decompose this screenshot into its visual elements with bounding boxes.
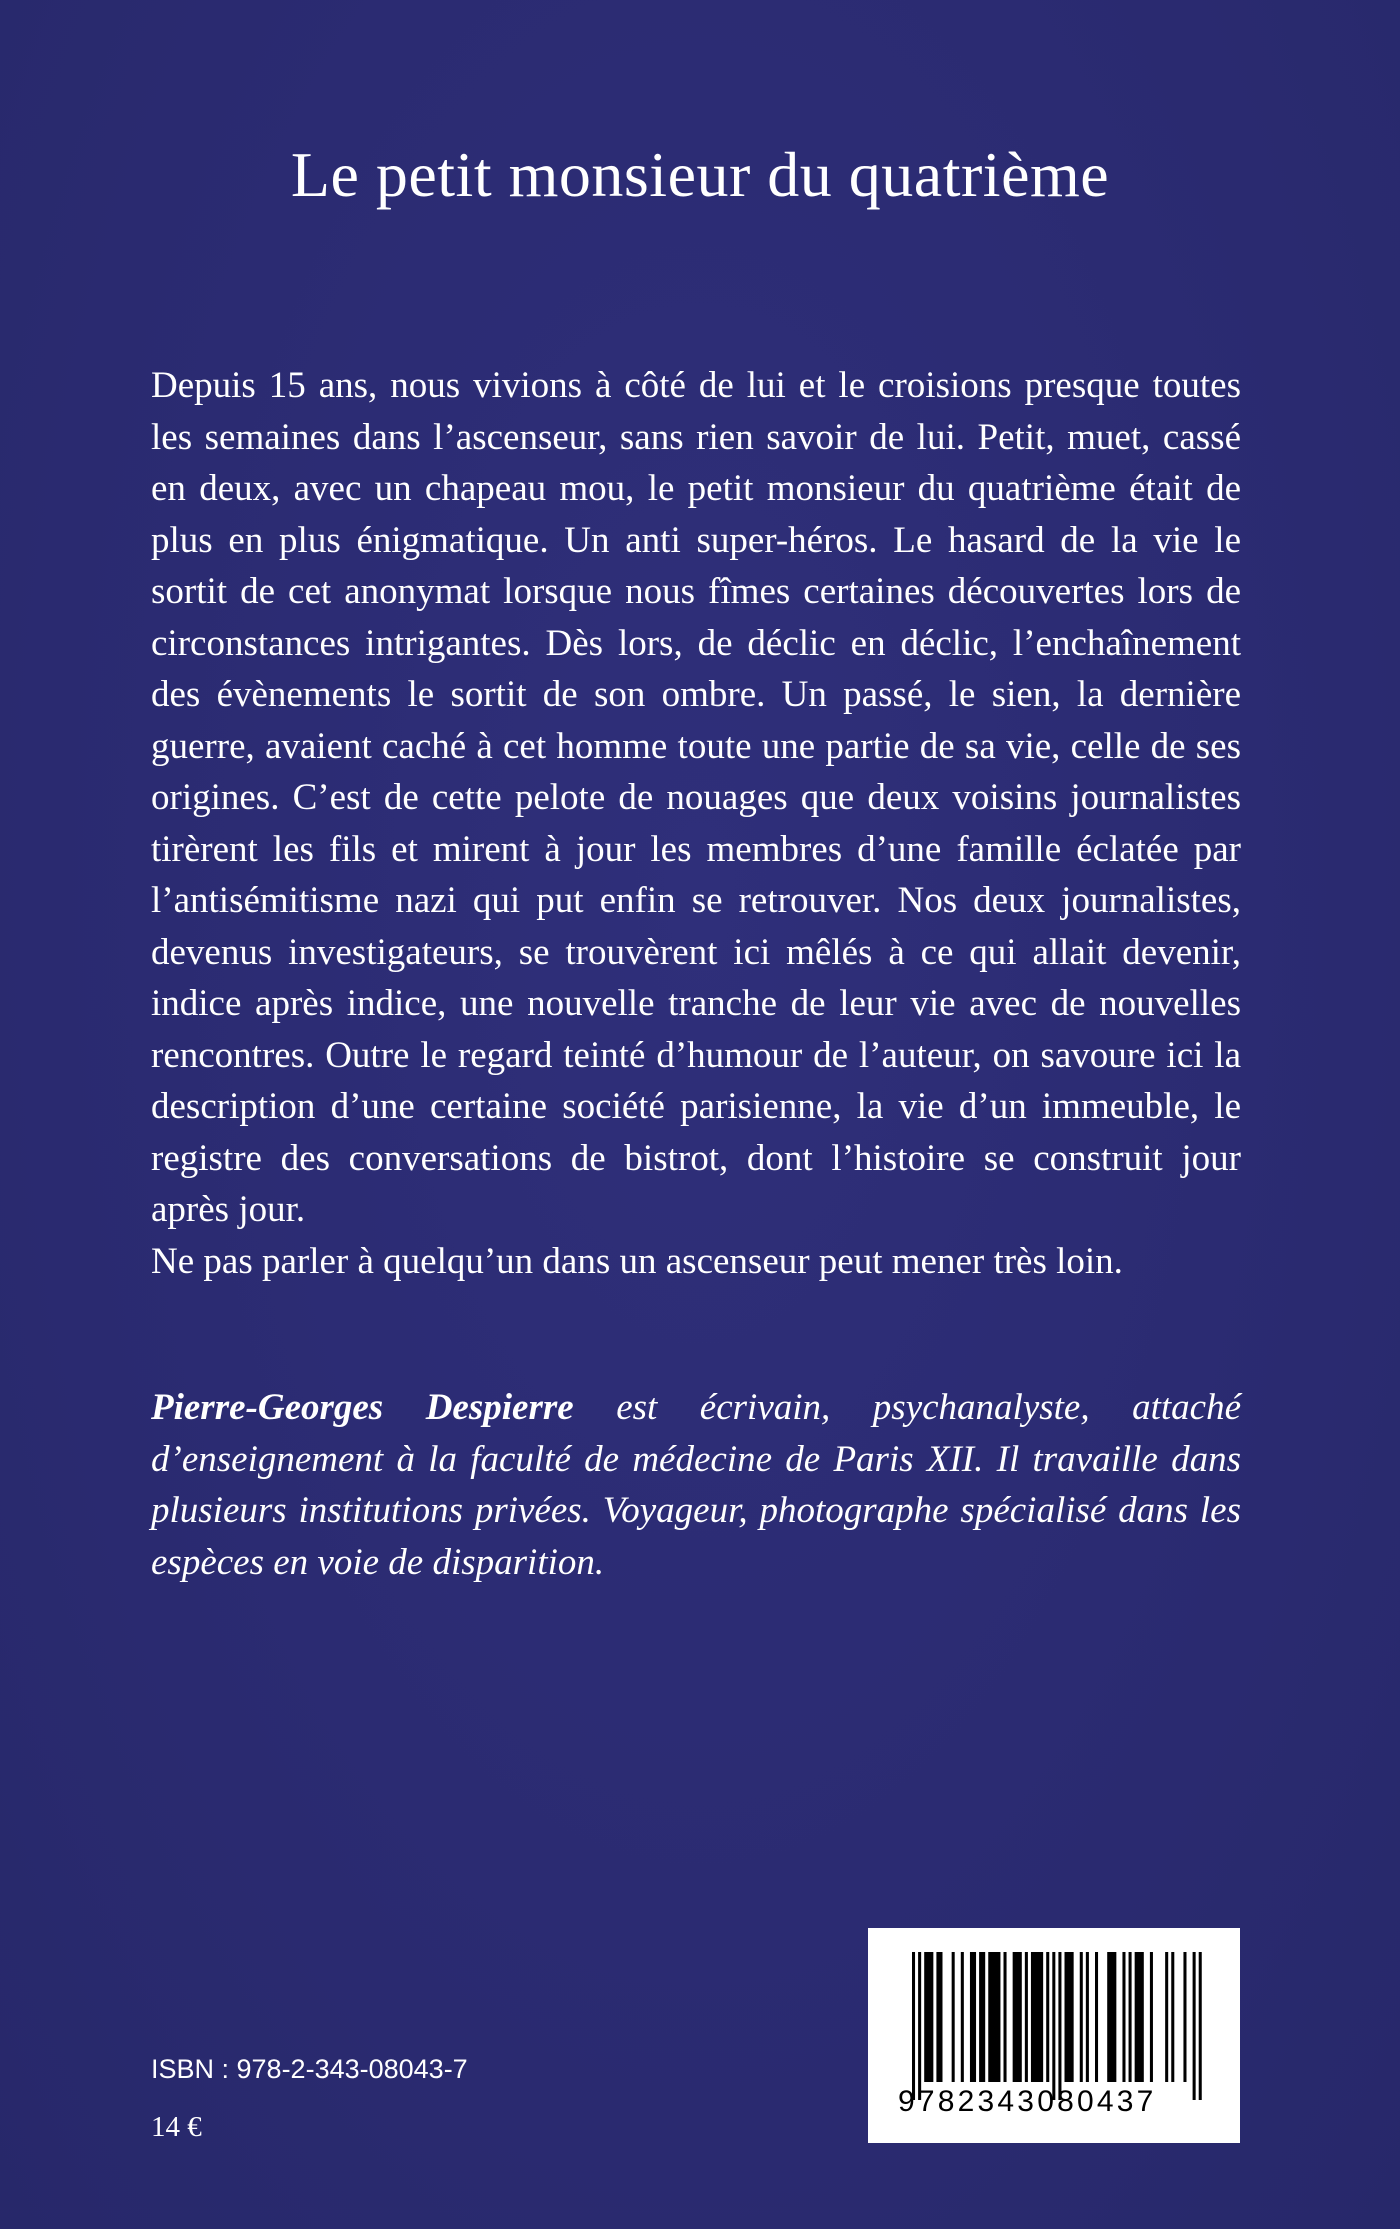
barcode-bar [952,1952,955,2082]
barcode-bar [1165,1952,1168,2082]
price-label: 14 € [151,2111,202,2143]
barcode-bar [924,1952,933,2082]
book-title: Le petit monsieur du quatrième [290,139,1110,210]
barcode-bar [1004,1952,1007,2082]
author-bio [151,1382,1241,1588]
barcode-bar [918,1952,921,2100]
barcode-bar [1129,1952,1132,2082]
book-blurb [151,360,1241,1287]
blurb-paragraph: Depuis 15 ans, nous vivions à côté de lui et le croisions presque toutes les semaines dans l’ascenseur, sans rien savoir de lui. Petit, muet, cassé en deux, avec un chapeau mou, le petit monsieur du quatrième était de plus en plus énigmatique. Un anti super-héros. Le hasard de la vie le sortit de cet anonymat lorsque nous fîmes certaines découvertes lors de circonstances intrigantes. Dès lors, de déclic en déclic, l’enchaînement des évènements le sortit de son ombre. Un passé, le sien, la dernière guerre, avaient caché à cet homme toute une partie de sa vie, celle de ses origines. C’est de cette pelote de nouages que deux voisins journalistes tirèrent les fils et mirent à jour les membres d’une famille éclatée par l’antisémitisme nazi qui put enfin se retrouver. Nos deux journalistes, devenus investigateurs, se trouvèrent ici mêlés à ce qui allait devenir, indice après indice, une nouvelle tranche de leur vie avec de nouvelles rencontres. Outre le regard teinté d’humour de l’auteur, on savoure ici la description d’une certaine société parisienne, la vie d’un immeuble, le registre des conversations de bistrot, dont l’histoire se construit jour après jour. [151,365,1241,1230]
barcode-bar [912,1952,915,2100]
barcode-bar [970,1952,976,2082]
barcode-bar [988,1952,1000,2082]
barcode-bar [1052,1952,1055,2100]
barcode-bar [1122,1952,1125,2082]
barcode-bar [1171,1952,1174,2082]
blurb-closing-line: Ne pas parler à quelqu’un dans un ascenseur peut mener très loin. [151,1240,1123,1282]
barcode-bar [979,1952,985,2082]
barcode-bar [1065,1952,1074,2082]
barcode-bar [1183,1952,1186,2082]
isbn-label: ISBN : 978-2-343-08043-7 [151,2054,468,2084]
barcode-bar [1086,1952,1089,2082]
barcode-bar [1046,1952,1049,2082]
barcode-bar [1199,1952,1202,2100]
barcode-bar [961,1952,964,2082]
barcode-bar [1135,1952,1144,2082]
barcode-bar [1095,1952,1098,2082]
barcode-bar [1031,1952,1043,2082]
barcode-bar [1013,1952,1022,2082]
barcode-bar [1058,1952,1061,2100]
barcode-bar [1107,1952,1116,2082]
barcode-bar [1080,1952,1083,2082]
barcode-digits: 9782343080437 [898,2085,1157,2118]
barcode [868,1928,1240,2143]
barcode-bar [1150,1952,1153,2082]
barcode-bar [1193,1952,1196,2100]
barcode-bar [1025,1952,1028,2082]
author-bio-text: est écrivain, psychanalyste, attaché d’enseignement à la faculté de médecine de Paris XII. Il travaille dans plusieurs institutions privées. Voyageur, photographe spécialisé dans les espèces en voie de disparition. [151,1387,1242,1583]
author-name: Pierre-Georges Despierre [151,1387,574,1428]
barcode-bar [936,1952,942,2082]
